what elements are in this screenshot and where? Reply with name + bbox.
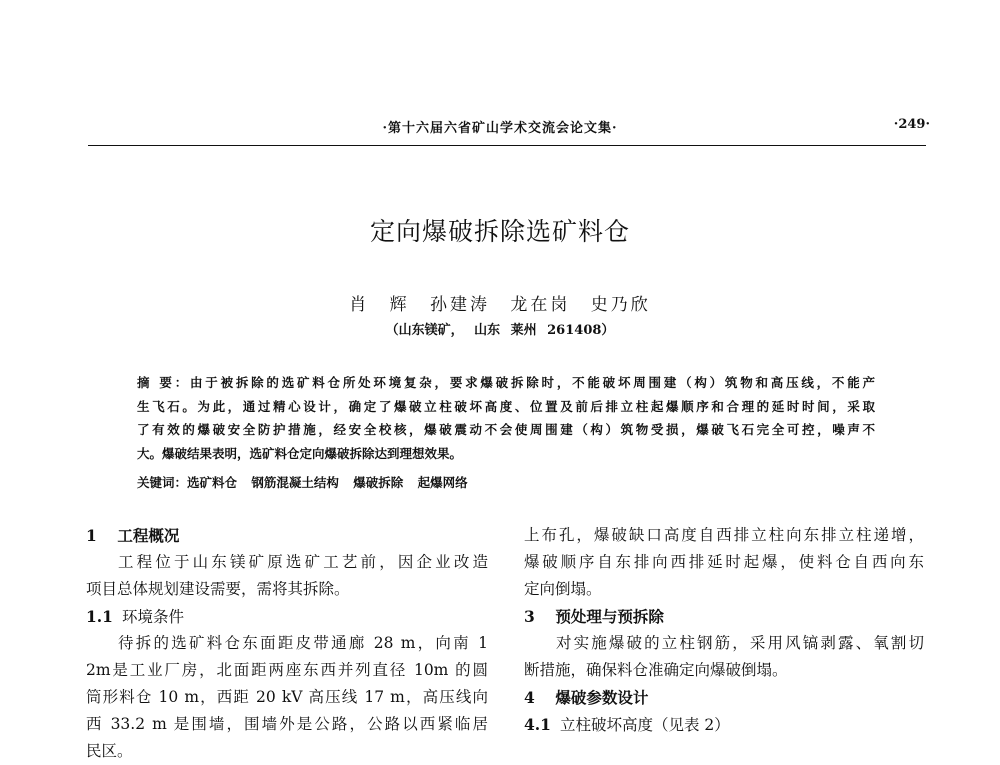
keywords-label: 关键词：: [137, 475, 188, 490]
keywords-text: 选矿料仓 钢筋混凝土结构 爆破拆除 起爆网络: [187, 475, 468, 490]
abstract: [137, 371, 875, 465]
affiliation: （山东镁矿， 山东 莱州 261408）: [385, 323, 615, 338]
body-line: 断措施，确保料仓准确定向爆破倒塌。: [524, 661, 788, 679]
body-line: 西 33.2 m 是围墙，围墙外是公路，公路以西紧临居: [86, 715, 488, 733]
body-line: 对实施爆破的立柱钢筋，采用风镐剥露、氧割切: [556, 634, 924, 652]
section-heading-1-1: 1.1 环境条件: [86, 607, 185, 626]
abstract-line: 生飞石。为此，通过精心设计，确定了爆破立柱破坏高度、位置及前后排立柱起爆顺序和合理的延时时间，采取: [137, 398, 875, 414]
body-line: 上布孔，爆破缺口高度自西排立柱向东排立柱递增，: [524, 526, 924, 544]
body-line: 项目总体规划建设需要，需将其拆除。: [86, 580, 350, 598]
abstract-label: 摘 要：: [137, 375, 190, 390]
section-heading-4-1: 4.1 立柱破坏高度（见表 2）: [524, 715, 730, 734]
abstract-line: 大。爆破结果表明，选矿料仓定向爆破拆除达到理想效果。: [137, 445, 463, 461]
body-line: 工程位于山东镁矿原选矿工艺前，因企业改造: [118, 553, 488, 571]
body-line: 定向倒塌。: [524, 580, 602, 598]
body-line: 待拆的选矿料仓东面距皮带通廊 28 m，向南 1: [118, 634, 488, 652]
section-heading-4: 4 爆破参数设计: [524, 688, 649, 707]
journal-header: ·第十六届六省矿山学术交流会论文集·: [382, 121, 618, 136]
abstract-line: 了有效的爆破安全防护措施，经安全校核，爆破震动不会使周围建（构）筑物受损，爆破飞石完全可控，噪声不: [137, 422, 875, 437]
authors: 肖 辉 孙建涛 龙在岗 史乃欣: [349, 295, 651, 315]
keywords: [137, 473, 875, 491]
header-rule: [88, 145, 926, 146]
section-heading-3: 3 预处理与预拆除: [524, 607, 664, 626]
body-line: 筒形料仓 10 m，西距 20 kV 高压线 17 m，高压线向: [86, 688, 488, 706]
body-line: 民区。: [86, 742, 133, 760]
right-column: [524, 522, 924, 738]
body-line: 爆破顺序自东排向西排延时起爆，使料仓自西向东: [524, 553, 924, 571]
section-heading-1: 1 工程概况: [86, 526, 180, 545]
body-line: 2m是工业厂房，北面距两座东西并列直径 10m 的圆: [86, 661, 488, 679]
abstract-line: 摘 要：由于被拆除的选矿料仓所处环境复杂，要求爆破拆除时，不能破坏周围建（构）筑物和高压线，不能产: [137, 375, 875, 390]
page-number: ·249·: [893, 117, 930, 132]
paper-title: 定向爆破拆除选矿料仓: [369, 217, 630, 246]
left-column: [86, 522, 488, 765]
